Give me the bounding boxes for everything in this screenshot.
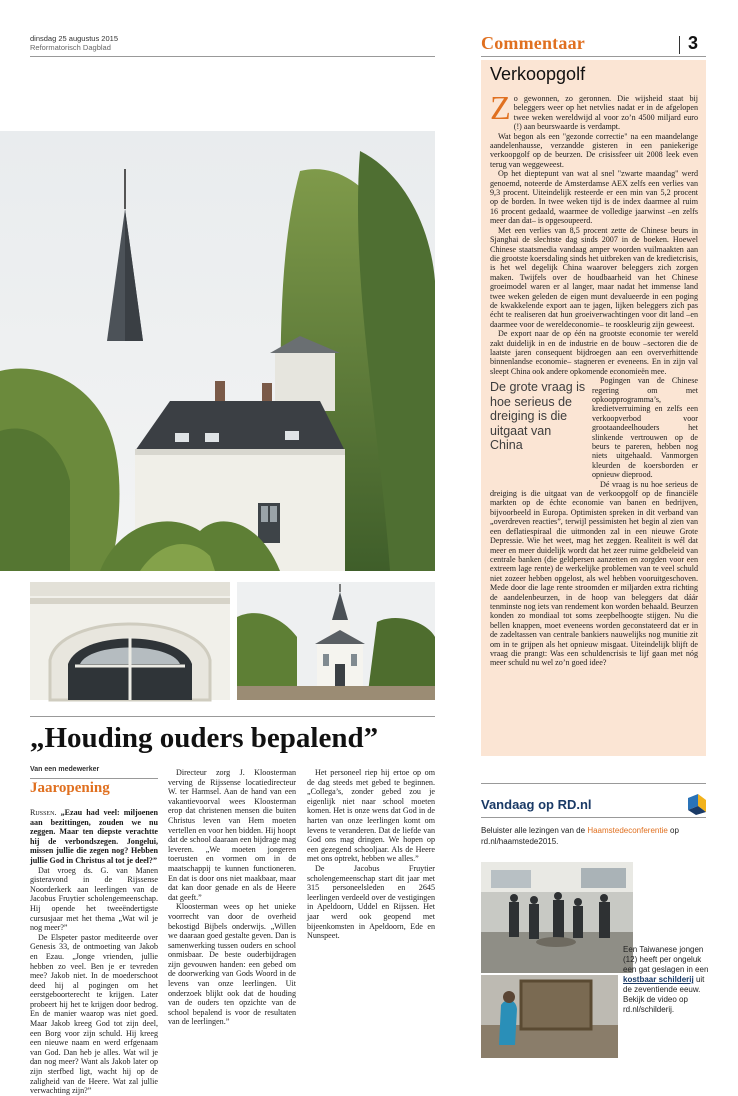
article-byline: Van een medewerker <box>30 766 100 773</box>
rd-photo-conference <box>481 862 633 973</box>
commentary-paragraph: Met een verlies van 8,5 procent zette de Chinese beurs in Sjanghai de slechtste dag sinds 2007 in de boeken. Hoewel Chinese staatsmedia vandaag amper woorden vuilmaakten aan die grootste koersdaling sinds het uitbreken van de kredietcrisis, is het wel degelijk China waarover beleggers zich zorgen maken. Twijfels over de houdbaarheid van het Chinese groeimodel waren er al langer, maar nadat het immense land twee weken geleden de eigen munt devalueerde in een poging de kwakkelende export aan te jagen, lijken beleggers zich pas écht te realiseren dat hun groeiverwachtingen voor dit land –en daarmee voor de wereldeconomie– te rooskleurig zijn geweest. <box>490 225 698 329</box>
rd-box-top-divider <box>481 783 706 784</box>
drop-cap: Z <box>490 90 511 127</box>
article-paragraph: Directeur zorg J. Kloosterman verving de Rijssense locatiedirecteur W. ter Harmsel. Aan de hand van een vakantievoorval wees Kloosterman erop dat christenen mensen die buiten Christus leven van Hem moeten vertellen en voor hen bidden. Hij hoopt dat de school daaraan een bijdrage mag leveren. „We moeten jongeren toerusten en vormen om in de maatschappij te kunnen functioneren. En dat is door ons niet maakbaar, maar dat kan door genade en als de Heere dat geeft.” <box>168 768 296 902</box>
photo-church-window <box>30 582 230 700</box>
page-header-left <box>30 34 118 52</box>
article-headline: „Houding ouders bepalend” <box>30 722 379 754</box>
header-divider <box>30 56 435 57</box>
publication-name: Reformatorisch Dagblad <box>30 43 111 52</box>
commentary-body <box>490 90 698 750</box>
article-lead: Rijssen. „Ezau had veel: miljoenen aan bezittingen, zouden we nu zeggen. Maar ten diepste verachtte hij de verbondszegen. Jongelui, missen jullie die zegen nog? Hebben jullie God in Christus al tot je deel?” <box>30 808 158 865</box>
rd-box-intro: Beluister alle lezingen van de Haamstedeconferentie op rd.nl/haamstede2015. <box>481 826 679 846</box>
haamstede-link[interactable]: Haamstedeconferentie <box>587 826 668 835</box>
article-paragraph: De Jacobus Fruytier scholengemeenschap start dit jaar met 315 personeelsleden en 2645 leerlingen verdeeld over de vestigingen in Apeldoorn, Uddel en Rijssen. Het jaar werd ook geopend met bijeenkomsten in Apeldoorn, Ede en Nunspeet. <box>307 863 435 941</box>
byline-divider <box>30 778 158 779</box>
photo-divider <box>30 716 435 717</box>
article-paragraph: De Elspeter pastor mediteerde over Genesis 33, de ontmoeting van Jakob en Ezau. „Jonge vrienden, jullie hebben zo veel. Ben je er tevreden mee? Jakob niet. In de moederschoot deed hij al pogingen om het eerstgeboorterecht te krijgen. Later probeert hij het te krijgen door bedrog. En de manier waarop was niet goed. Maar Jakob kreeg God tot zijn deel, een Borg voor zijn schuld. Hij kreeg een nieuwe naam en werd erfgenaam van God. Dan heb je alles. Wat wil je dan nog meer? Want als Jakob later op zijn sterfbed ligt, wacht hij op de zaligheid van de Heere. Wat zal jullie verwachting zijn?” <box>30 932 158 1096</box>
dateline-place: Rijssen. <box>30 808 57 817</box>
article-section-label: Jaaropening <box>30 780 110 796</box>
painting-video-link[interactable]: kostbaar schilderij <box>623 975 694 984</box>
article-paragraph: Het personeel riep hij ertoe op om de dag steeds met gebed te beginnen. „Collega’s, zonder gebed zou je eigenlijk niet naar school moeten komen. Het is onze wens dat God in de harten van onze leerlingen komt om levens te veranderen. Dat de liefde van God ons mag dringen. We hopen op een gezegend schooljaar. Als de Heere met ons optrekt, hebben we alles.” <box>307 768 435 864</box>
section-kicker: Commentaar <box>481 33 585 53</box>
page-number: 3 <box>688 33 699 53</box>
article-column-2 <box>168 768 296 1058</box>
rd-logo-icon <box>686 792 708 816</box>
commentary-paragraph: Wat begon als een "gezonde correctie" na een maandelange aandelenhausse, verzandde gisteren in een paniekerige verkoopgolf op de beurzen. De crisissfeer uit 2008 leek even terug van weggeweest. <box>490 131 698 169</box>
rd-photo-painting <box>481 975 618 1058</box>
commentary-paragraph: De export naar de op één na grootste economie ter wereld zakt duidelijk in en de industrie en de bouw –sectoren die de laatste jaren consequent bijdroegen aan een oververhittende binnenlandse economie– stagneren er eveneens. En in zijn val sleept China ook andere opkomende economieën mee. <box>490 329 698 376</box>
main-photo-church <box>0 131 435 571</box>
article-paragraph: Dat vroeg ds. G. van Manen gisteravond in de Rijssense Noorderkerk aan leerlingen van de Jacobus Fruytier scholengemeenschap. Hij opende het tweeëndertigste cursusjaar met het thema „Wat wil je nog meer?” <box>30 865 158 933</box>
commentary-paragraph: De grote vraag is hoe serieus de dreiging is die uitgaat van China Pogingen van de Chinese regering om met opkoopprogramma’s, kredietverruiming en zelfs een verkoopverbod voor grootaandeelhouders het slinkende vertrouwen op de beurs te pareren, hebben nog niets uitgehaald. Vanmorgen kleurden de koersborden er opnieuw dieprood. <box>490 376 698 480</box>
article-column-1 <box>30 808 158 1096</box>
photo-church-building <box>237 582 435 700</box>
article-paragraph: Kloosterman wees op het unieke voorrecht van door de overheid bekostigd Bijbels onderwijs. „Willen we daaraan goed gestalte geven. Dan is samenwerking tussen ouders en school onmisbaar. De beste ouderbijdragen zijn gevouwen handen: een gebed om de doorwerking van Gods Woord in de levens van onze leerlingen. Uit onderzoek blijkt ook dat de houding van de ouders ten opzichte van de school bepalend is voor de resultaten van de leerlingen.” <box>168 902 296 1027</box>
page-number-divider <box>679 36 680 54</box>
commentary-title: Verkoopgolf <box>490 64 586 84</box>
article-column-3 <box>307 768 435 1058</box>
commentary-paragraph: Zo gewonnen, zo geronnen. Die wijsheid staat bij beleggers weer op het netvlies nadat er in de afgelopen twee weken wereldwijd al voor zo’n 4500 miljard euro (!) aan beurswaarde is verdampt. <box>490 90 698 132</box>
rd-box-divider <box>481 817 706 818</box>
commentary-paragraph: Op het dieptepunt van wat al snel "zwarte maandag" werd genoemd, noteerde de Amsterdamse AEX zelfs een verlies van 9,3 procent. Uiteindelijk resteerde er een min van 5,2 procent op de borden. In twee weken tijd is de index daarmee al ruim 16 procent gedaald, waarmee de volledige jaarwinst –en zelfs meer dan dat– is opgesoupeerd. <box>490 169 698 226</box>
commentary-paragraph: Dé vraag is nu hoe serieus de dreiging is die uitgaat van de verkoopgolf op de financiële markten op de échte economie van banen en bedrijven, bijvoorbeeld in Europa. Optimisten spreken in dit verband van „overdreven reacties”, terwijl pessimisten het begin al zien van een deflatiespiraal die uitmonden zal in een nieuwe Grote Depressie. Wie het weet, mag het zeggen. Realiteit is wél dat meer en meer duidelijk wordt dat het zeer ruime geldbeleid van centrale banken (die geldpersen aanzetten en zorgden voor een extreem lage rente) de werkelijke problemen van te veel schuld niet zozeer hebben opgelost, als wel hebben vooruitgeschoven. Mede door die lage rente stroomden er miljarden extra richting de aandelenbeurzen, in de hoop van beleggers dat dáár tenminste nog iets van rendement kon worden behaald. Beurzen konden zo mondiaal tot soms zeepbelhoogte stijgen. Nu die bellen knappen, moet eveneens worden geconstateerd dat er in de zadeltassen van centrale bankiers nauwelijks nog munitie zit om in te grijpen als het opnieuw misgaat. Uiteindelijk blijft de vraag die prangt: Was een schuldencrisis te lijf gaan met nóg meer schuld nu wel zo’n goed idee? <box>490 479 698 668</box>
kicker-divider <box>481 56 706 57</box>
issue-date: dinsdag 25 augustus 2015 <box>30 34 118 43</box>
pull-quote: De grote vraag is hoe serieus de dreiging is die uitgaat van China <box>490 380 586 453</box>
rd-video-caption: Een Taiwanese jongen (12) heeft per ongeluk een gat geslagen in een kostbaar schilderij uit de zeventiende eeuw. Bekijk de video op rd.nl/schilderij. <box>623 945 709 1014</box>
rd-box-title: Vandaag op RD.nl <box>481 797 592 812</box>
